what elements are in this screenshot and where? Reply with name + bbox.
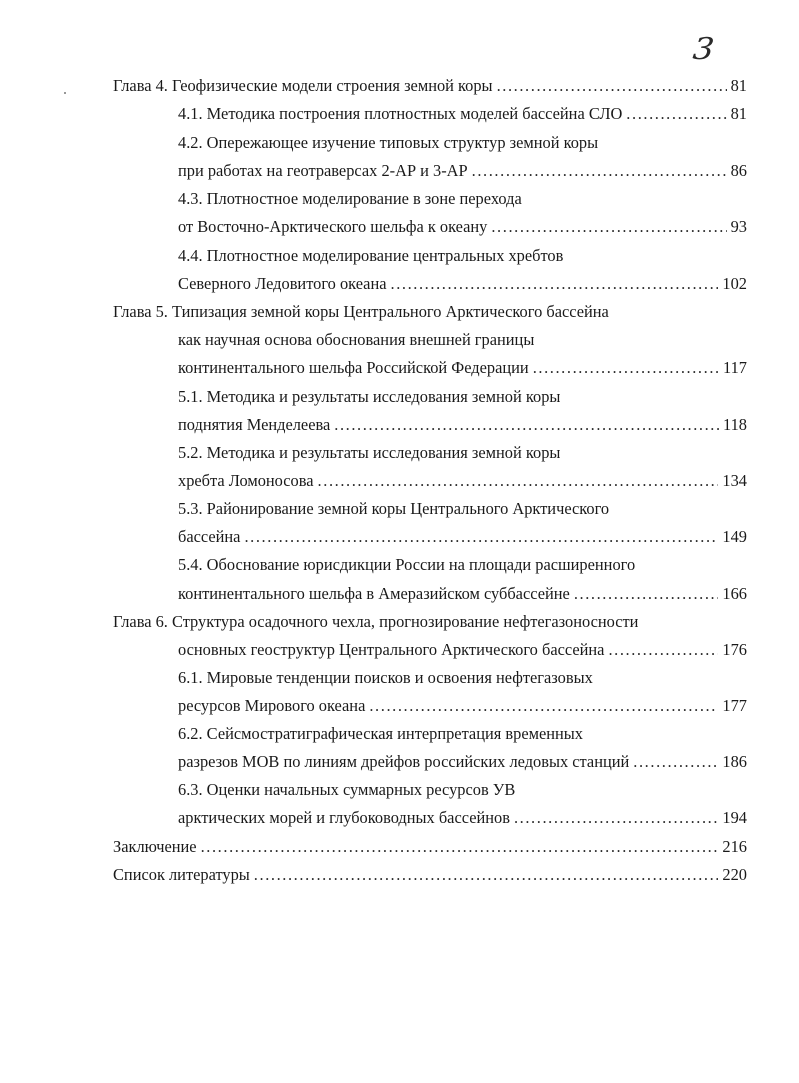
toc-entry-title: континентального шельфа в Амеразийском суббассейне (178, 584, 570, 603)
toc-entry-conclusion[interactable] (113, 835, 747, 859)
dot-leader (633, 750, 718, 774)
toc-entry-section-6-3[interactable] (178, 806, 747, 830)
dot-leader (334, 413, 719, 437)
toc-entry-chapter-5[interactable] (178, 356, 747, 380)
dot-leader (201, 835, 719, 859)
toc-entry-page: 194 (722, 808, 747, 827)
toc-entry-chapter-5-line-1: Глава 5. Типизация земной коры Центрального Арктического бассейна (113, 302, 609, 321)
dot-leader (472, 159, 727, 183)
toc-entry-chapter-6[interactable] (178, 638, 747, 662)
dot-leader (574, 582, 719, 606)
toc-entry-chapter-4[interactable] (113, 74, 747, 98)
toc-entry-page: 149 (722, 527, 747, 546)
dot-leader (497, 74, 727, 98)
handwritten-page-number: 3 (691, 32, 716, 67)
dot-leader (391, 272, 719, 296)
toc-entry-section-5-2-line-1: 5.2. Методика и результаты исследования земной коры (178, 443, 561, 462)
toc-entry-section-4-2-line-1: 4.2. Опережающее изучение типовых структур земной коры (178, 133, 599, 152)
toc-entry-section-6-1[interactable] (178, 694, 747, 718)
toc-entry-title: континентального шельфа Российской Федерации (178, 358, 529, 377)
toc-entry-page: 186 (722, 752, 747, 771)
toc-entry-page: 134 (722, 471, 747, 490)
toc-entry-section-4-4[interactable] (178, 272, 747, 296)
toc-entry-section-6-1-line-1: 6.1. Мировые тенденции поисков и освоения нефтегазовых (178, 668, 593, 687)
toc-entry-title: поднятия Менделеева (178, 415, 331, 434)
toc-entry-section-5-1[interactable] (178, 413, 747, 437)
toc-entry-section-6-3-line-1: 6.3. Оценки начальных суммарных ресурсов УВ (178, 780, 516, 799)
toc-entry-page: 118 (723, 415, 747, 434)
toc-entry-title: разрезов МОВ по линиям дрейфов российских ледовых станций (178, 752, 630, 771)
toc-entry-title: 4.1. Методика построения плотностных моделей бассейна СЛО (178, 104, 623, 123)
toc-entry-section-4-3-line-1: 4.3. Плотностное моделирование в зоне перехода (178, 189, 522, 208)
toc-entry-section-4-3[interactable] (178, 215, 747, 239)
dot-leader (318, 469, 719, 493)
toc-entry-chapter-5-line-2: как научная основа обоснования внешней границы (178, 330, 535, 349)
toc-entry-title: при работах на геотраверсах 2-АР и 3-АР (178, 161, 468, 180)
toc-entry-title: хребта Ломоносова (178, 471, 314, 490)
toc-entry-title: Северного Ледовитого океана (178, 274, 387, 293)
toc-entry-references[interactable] (113, 863, 747, 887)
toc-entry-page: 216 (722, 837, 747, 856)
toc-entry-page: 102 (722, 274, 747, 293)
toc-entry-page: 81 (730, 104, 747, 123)
toc-entry-section-5-4-line-1: 5.4. Обоснование юрисдикции России на площади расширенного (178, 555, 636, 574)
dot-leader (608, 638, 718, 662)
toc-entry-page: 117 (723, 358, 747, 377)
toc-entry-page: 220 (722, 865, 747, 884)
dot-leader (369, 694, 718, 718)
scan-speck (64, 92, 66, 94)
toc-entry-page: 81 (730, 76, 747, 95)
toc-entry-title: основных геоструктур Центрального Арктического бассейна (178, 640, 605, 659)
dot-leader (514, 806, 718, 830)
dot-leader (244, 525, 718, 549)
toc-entry-section-5-3-line-1: 5.3. Районирование земной коры Центрального Арктического (178, 499, 610, 518)
dot-leader (626, 102, 726, 126)
dot-leader (254, 863, 719, 887)
toc-entry-page: 166 (722, 584, 747, 603)
toc-entry-title: бассейна (178, 527, 241, 546)
toc-entry-section-5-1-line-1: 5.1. Методика и результаты исследования земной коры (178, 387, 561, 406)
toc-entry-page: 86 (730, 161, 747, 180)
toc-entry-title: от Восточно-Арктического шельфа к океану (178, 217, 488, 236)
toc-entry-title: Глава 4. Геофизические модели строения земной коры (113, 76, 493, 95)
toc-entry-section-5-3[interactable] (178, 525, 747, 549)
toc-entry-section-5-4[interactable] (178, 582, 747, 606)
toc-entry-title: Заключение (113, 837, 197, 856)
dot-leader (491, 215, 726, 239)
toc-entry-section-4-1[interactable] (178, 102, 747, 126)
toc-entry-title: Список литературы (113, 865, 250, 884)
toc-entry-page: 176 (722, 640, 747, 659)
toc-entry-title: арктических морей и глубоководных бассейнов (178, 808, 510, 827)
toc-entry-chapter-6-line-1: Глава 6. Структура осадочного чехла, прогнозирование нефтегазоносности (113, 612, 639, 631)
toc-entry-section-4-2[interactable] (178, 159, 747, 183)
toc-entry-page: 177 (722, 696, 747, 715)
toc-entry-section-6-2[interactable] (178, 750, 747, 774)
toc-entry-section-4-4-line-1: 4.4. Плотностное моделирование центральных хребтов (178, 246, 564, 265)
toc-entry-title: ресурсов Мирового океана (178, 696, 366, 715)
toc-entry-section-5-2[interactable] (178, 469, 747, 493)
dot-leader (533, 356, 719, 380)
toc-entry-section-6-2-line-1: 6.2. Сейсмостратиграфическая интерпретация временных (178, 724, 583, 743)
toc-entry-page: 93 (730, 217, 747, 236)
